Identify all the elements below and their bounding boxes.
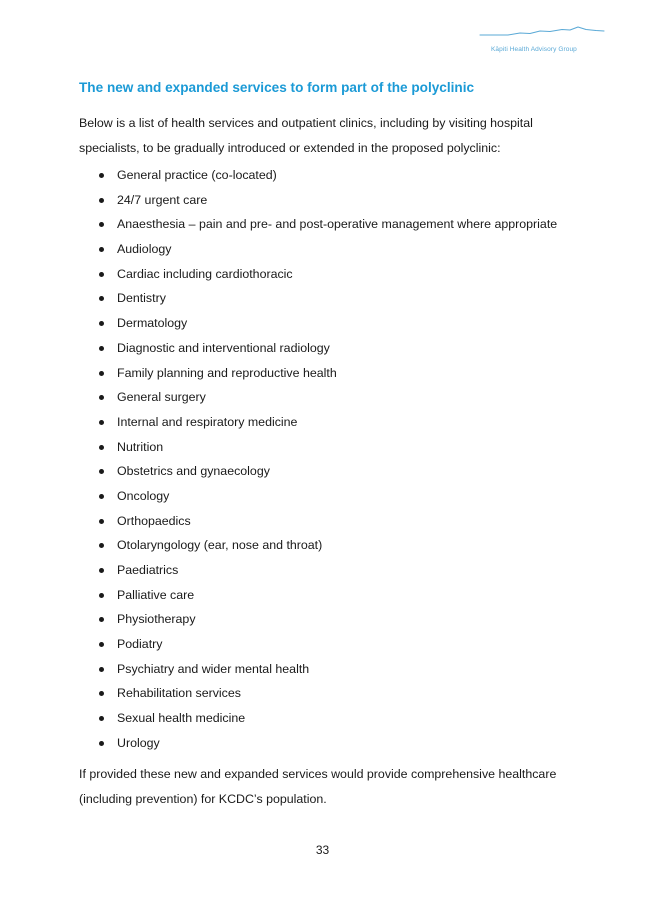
bullet-icon (99, 691, 104, 696)
list-item (79, 731, 557, 756)
list-item (79, 361, 557, 386)
list-item (79, 385, 557, 410)
list-item (79, 435, 557, 460)
bullet-icon (99, 716, 104, 721)
bullet-icon (99, 445, 104, 450)
list-item (79, 681, 557, 706)
list-item (79, 262, 557, 287)
list-item-text: Anaesthesia – pain and pre- and post-operative management where appropriate (117, 217, 558, 232)
list-item (79, 163, 557, 188)
list-item-text: Palliative care (117, 587, 195, 602)
bullet-icon (99, 346, 104, 351)
conclusion-paragraph: If provided these new and expanded services would provide comprehensive healthcare (including prevention) for KCDC’s population. (79, 767, 557, 806)
list-item-text: Otolaryngology (ear, nose and throat) (117, 538, 323, 553)
list-item-text: Obstetrics and gynaecology (117, 464, 270, 479)
org-name: Kāpiti Health Advisory Group (491, 46, 577, 53)
list-item-text: Urology (117, 735, 160, 750)
bullet-icon (99, 247, 104, 252)
list-item (79, 484, 557, 509)
list-item (79, 509, 557, 534)
list-item (79, 632, 557, 657)
bullet-icon (99, 494, 104, 499)
bullet-icon (99, 198, 104, 203)
list-item-text: Paediatrics (117, 563, 179, 577)
list-item-text: General practice (co-located) (117, 168, 277, 182)
list-item-text: Oncology (117, 488, 170, 503)
list-item-text: Nutrition (117, 439, 164, 454)
bullet-icon (99, 272, 104, 277)
list-item (79, 212, 557, 237)
list-item-text: Podiatry (117, 637, 163, 652)
list-item-text: Family planning and reproductive health (117, 365, 337, 380)
list-item-text: Psychiatry and wider mental health (117, 661, 310, 676)
list-item-text: Dentistry (117, 291, 166, 306)
intro-paragraph: Below is a list of health services and outpatient clinics, including by visiting hospital specialists, to be gradually introduced or extended in the proposed polyclinic: (79, 116, 533, 155)
bullet-icon (99, 741, 104, 746)
list-item (79, 336, 557, 361)
page-number: 33 (315, 843, 330, 857)
bullet-icon (99, 667, 104, 672)
bullet-icon (99, 593, 104, 598)
list-item (79, 657, 557, 682)
bullet-icon (99, 420, 104, 425)
section-heading: The new and expanded services to form part of the polyclinic (79, 80, 475, 95)
list-item (79, 558, 557, 583)
bullet-icon (99, 568, 104, 573)
list-item (79, 237, 557, 262)
bullet-icon (99, 321, 104, 326)
list-item (79, 286, 557, 311)
bullet-icon (99, 371, 104, 376)
bullet-icon (99, 173, 104, 178)
bullet-icon (99, 296, 104, 301)
bullet-icon (99, 543, 104, 548)
list-item (79, 459, 557, 484)
bullet-icon (99, 519, 104, 524)
list-item-text: Audiology (117, 242, 172, 257)
list-item (79, 533, 557, 558)
list-item-text: Internal and respiratory medicine (117, 414, 298, 429)
bullet-icon (99, 469, 104, 474)
list-item (79, 311, 557, 336)
bullet-icon (99, 222, 104, 227)
bullet-icon (99, 642, 104, 647)
list-item (79, 583, 557, 608)
list-item-text: General surgery (117, 390, 206, 405)
services-list (79, 163, 557, 756)
list-item-text: Sexual health medicine (117, 711, 246, 726)
list-item-text: Dermatology (117, 316, 188, 331)
bullet-icon (99, 617, 104, 622)
list-item-text: Physiotherapy (117, 612, 196, 627)
list-item (79, 607, 557, 632)
list-item-text: Rehabilitation services (117, 686, 241, 701)
list-item-text: 24/7 urgent care (117, 192, 208, 207)
list-item (79, 188, 557, 213)
mountain-outline-icon (478, 22, 606, 44)
header-logo (478, 22, 606, 58)
bullet-icon (99, 395, 104, 400)
list-item-text: Diagnostic and interventional radiology (117, 340, 330, 355)
list-item (79, 410, 557, 435)
list-item (79, 706, 557, 731)
list-item-text: Orthopaedics (117, 513, 191, 528)
list-item-text: Cardiac including cardiothoracic (117, 266, 293, 281)
